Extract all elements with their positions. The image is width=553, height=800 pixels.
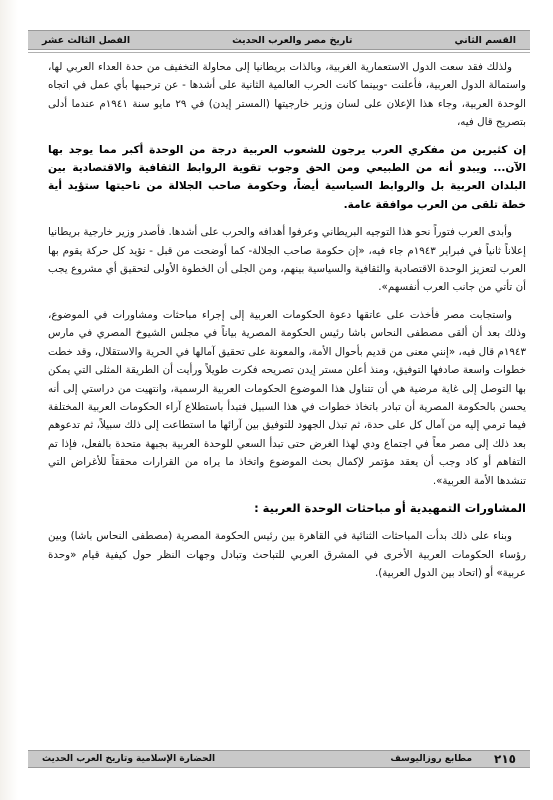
footer-publisher: مطابع روزاليوسف: [390, 754, 473, 764]
page-footer: [28, 750, 530, 768]
paragraph-3: وأبدى العرب فتوراً نحو هذا التوجيه البريطاني وعرفوا أهدافه والحرب على أشدها. فأصدر وزير خارجية بريطانيا إعلاناً ثانياً في فبراير ١٩٤٣م جاء فيه، «إن حكومة صاحب الجلالة- كما أوضحت من قبل - تؤيد كل حركة يقوم بها العرب لتعزيز الوحدة الاقتصادية والثقافية والسياسية بينهم، ومن الجلى أن الخطوة الأولى لتحقيق أي مشروع يجب أن تأتي من جانب العرب أنفسهم».: [48, 226, 526, 294]
page-header: [28, 30, 530, 50]
closing-paragraph: وبناء على ذلك بدأت المباحثات الثنائية في القاهرة بين رئيس الحكومة المصرية (مصطفى النحاس باشا) وبين رؤساء الحكومات العربية الأخرى في المشرق العربي للتباحث وتبادل وجهات النظر حول كيفية قيام «وحدة عربية» أو (اتحاد بين الدول العربية).: [48, 530, 526, 580]
header-book-title: تاريخ مصر والعرب الحديث: [232, 34, 353, 46]
section-heading: المشاورات التمهيدية أو مباحثات الوحدة العربية :: [254, 500, 526, 515]
quote-paragraph: إن كثيرين من مفكري العرب يرجون للشعوب العربية درجة من الوحدة أكبر مما يوجد بها الآن... ويبدو أنه من الطبيعي ومن الحق وجوب تقوية الروابط الثقافية والاقتصادية بين البلدان العربية بل والروابط السياسية أيضاً، وحكومة صاحب الجلالة من ناحيتها ستؤيد أية خطة تلقى من العرب موافقة عامة.: [48, 143, 526, 211]
header-rule: [28, 52, 530, 53]
paragraph-1: ولذلك فقد سعت الدول الاستعمارية الغربية، وبالذات بريطانيا إلى محاولة التخفيف من حدة العداء العربي لها، واستمالة الدول العربية، فأعلنت -وبينما كانت الحرب العالمية الثانية على أشدها - عن ترحيبها بأي عمل في اتجاه الوحدة العربية، وجاء هذا الإعلان على لسان وزير خارجيتها (المستر إيدن) في ٢٩ مايو سنة ١٩٤١م عندما أدلى بتصريح قال فيه،: [48, 61, 526, 129]
page-number: ٢١٥: [494, 752, 516, 766]
header-chapter: الفصل الثالث عشر: [42, 34, 131, 46]
footer-book-name: الحضارة الإسلامية وتاريخ العرب الحديث: [42, 754, 216, 764]
paragraph-4: واستجابت مصر فأخذت على عاتقها دعوة الحكومات العربية إلى إجراء مباحثات ومشاورات في الموضوع، وذلك بعد أن ألقى مصطفى النحاس باشا رئيس الحكومة المصرية بياناً في مجلس الشيوخ المصري في مارس ١٩٤٣م قال فيه، «إنني معنى من قديم بأحوال الأمة، والمعونة على تحقيق آمالها في الحرية والاستقلال، وقد خطت خطوات واسعة صادفها التوفيق، ومنذ أعلن مستر إيدن تصريحه فكرت طويلاً ورأيت أن الطريقة المثلى التي يمكن بها التوصل إلى غاية مرضية هي أن تتناول هذا الموضوع الحكومات العربية الرسمية، وانتهيت من دراستي إلى أنه يحسن بالحكومة المصرية أن تبادر باتخاذ خطوات في هذا السبيل فتبدأ باستطلاع آراء الحكومات العربية المختلفة فيما ترمي إليه من آمال كل على حدة، ثم تبذل الجهود للتوفيق بين آرائها ما استطاعت إلى ذلك سبيلاً، ثم تدعوهم بعد ذلك إلى مصر معاً في اجتماع ودي لهذا الغرض حتى تبدأ السعي للوحدة العربية بجبهة متحدة بالفعل، فإذا تم التفاهم أو كاد وجب أن يعقد مؤتمر لإكمال بحث الموضوع واتخاذ ما يراه من القرارات محققاً للأغراض التي تنشدها الأمة العربية».: [48, 308, 526, 487]
header-section: القسم الثاني: [454, 34, 516, 46]
footer-right-group: [390, 752, 516, 766]
page-body: [48, 58, 526, 748]
